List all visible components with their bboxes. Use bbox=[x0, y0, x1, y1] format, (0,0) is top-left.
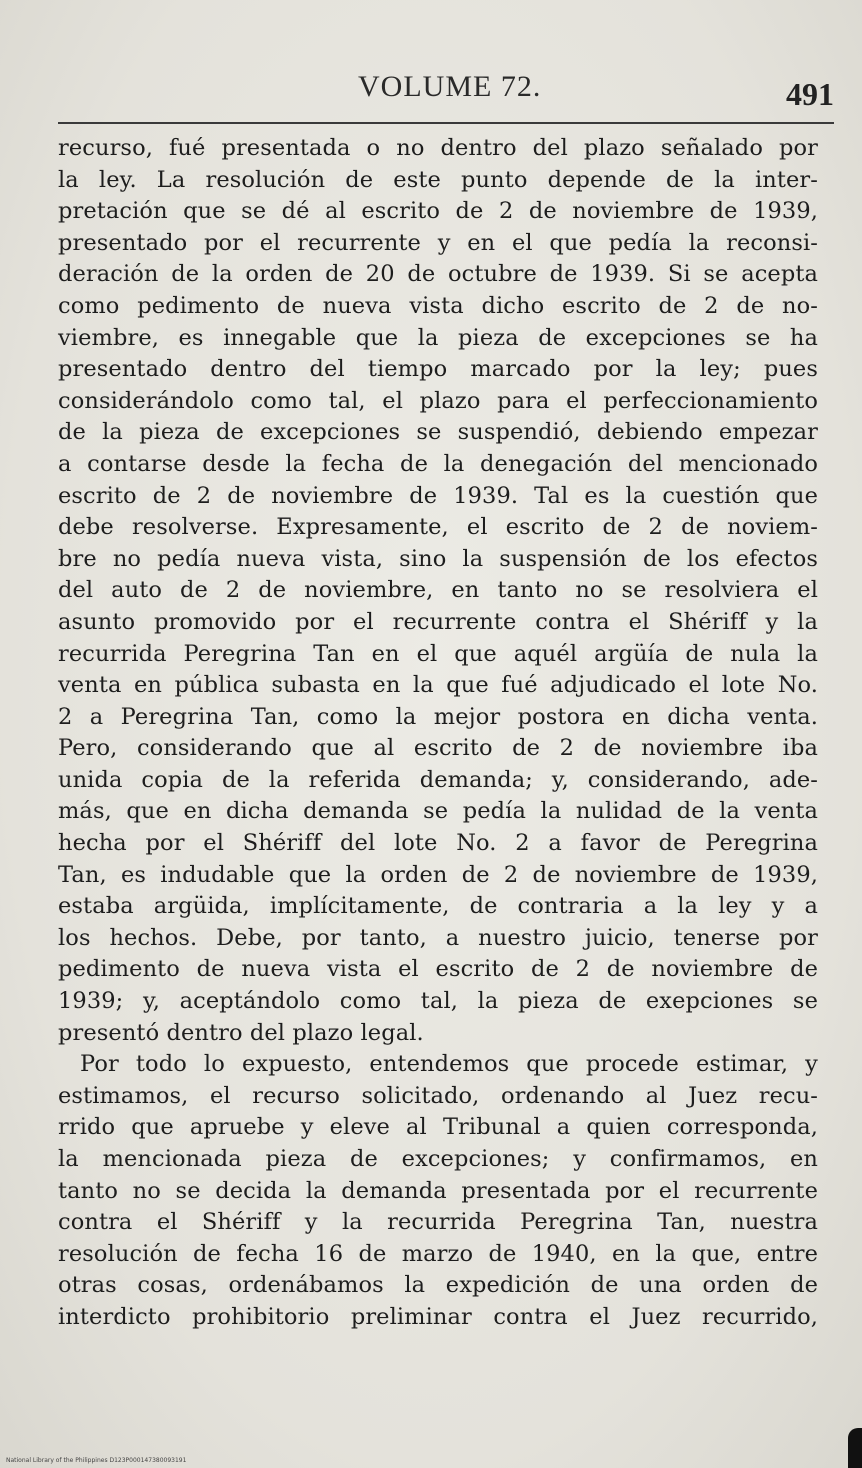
header-rule bbox=[58, 122, 834, 124]
text-line: venta en pública subasta en la que fué adjudicado el lote No. bbox=[58, 672, 818, 699]
text-line: recurso, fué presentada o no dentro del plazo señalado por bbox=[58, 135, 818, 161]
text-line: asunto promovido por el recurrente contra el Shériff y la bbox=[58, 608, 818, 635]
text-line: interdicto prohibitorio preliminar contra el Juez recurrido, bbox=[58, 1303, 818, 1330]
text-line: estimamos, el recurso solicitado, ordenando al Juez recu- bbox=[58, 1082, 818, 1109]
text-line: la mencionada pieza de excepciones; y confirmamos, en bbox=[58, 1146, 818, 1172]
text-line: 2 a Peregrina Tan, como la mejor postora en dicha venta. bbox=[58, 703, 818, 730]
text-line: unida copia de la referida demanda; y, considerando, ade- bbox=[58, 766, 818, 793]
text-line: contra el Shériff y la recurrida Peregrina Tan, nuestra bbox=[58, 1209, 818, 1236]
text-line: considerándolo como tal, el plazo para el perfeccionamiento bbox=[58, 387, 818, 414]
text-line: tanto no se decida la demanda presentada por el recurrente bbox=[58, 1177, 818, 1204]
text-line: como pedimento de nueva vista dicho escrito de 2 de no- bbox=[58, 292, 818, 319]
text-line: 1939; y, aceptándolo como tal, la pieza de exepciones se bbox=[58, 988, 818, 1015]
text-line: presentado por el recurrente y en el que pedía la reconsi- bbox=[58, 229, 818, 256]
paragraph-end-line: presentó dentro del plazo legal. bbox=[58, 1019, 424, 1046]
text-line: de la pieza de excepciones se suspendió, debiendo empezar bbox=[58, 419, 818, 446]
text-line: más, que en dicha demanda se pedía la nulidad de la venta bbox=[58, 798, 818, 825]
text-line: a contarse desde la fecha de la denegación del mencionado bbox=[58, 450, 818, 477]
text-line: bre no pedía nueva vista, sino la suspensión de los efectos bbox=[58, 545, 818, 572]
text-line: otras cosas, ordenábamos la expedición de una orden de bbox=[58, 1272, 818, 1299]
text-line: presentado dentro del tiempo marcado por la ley; pues bbox=[58, 356, 818, 383]
body-text bbox=[58, 133, 818, 1334]
page-header bbox=[58, 60, 834, 120]
text-line: los hechos. Debe, por tanto, a nuestro juicio, tenerse por bbox=[58, 924, 818, 951]
text-line: hecha por el Shériff del lote No. 2 a favor de Peregrina bbox=[58, 830, 818, 857]
text-line: pretación que se dé al escrito de 2 de noviembre de 1939, bbox=[58, 198, 818, 225]
page-edge-shadow bbox=[848, 1428, 862, 1468]
text-line: resolución de fecha 16 de marzo de 1940, en la que, entre bbox=[58, 1240, 818, 1267]
text-line: pedimento de nueva vista el escrito de 2 de noviembre de bbox=[58, 956, 818, 983]
text-line: viembre, es innegable que la pieza de excepciones se ha bbox=[58, 324, 818, 351]
text-line: rrido que apruebe y eleve al Tribunal a quien corresponda, bbox=[58, 1114, 818, 1141]
text-line: escrito de 2 de noviembre de 1939. Tal es la cuestión que bbox=[58, 482, 818, 509]
text-line: la ley. La resolución de este punto depende de la inter- bbox=[58, 166, 818, 193]
text-line: estaba argüida, implícitamente, de contraria a la ley y a bbox=[58, 893, 818, 920]
page-number: 491 bbox=[786, 76, 834, 112]
scan-stamp: National Library of the Philippines D123P000147380093191 bbox=[6, 1457, 187, 1464]
text-line: del auto de 2 de noviembre, en tanto no se resolviera el bbox=[58, 577, 818, 604]
paragraph-start-line: Por todo lo expuesto, entendemos que procede estimar, y bbox=[80, 1051, 818, 1078]
text-line: recurrida Peregrina Tan en el que aquél argüía de nula la bbox=[58, 640, 818, 667]
text-line: Pero, considerando que al escrito de 2 de noviembre iba bbox=[58, 735, 818, 762]
running-title: VOLUME 72. bbox=[358, 70, 542, 103]
text-line: Tan, es indudable que la orden de 2 de noviembre de 1939, bbox=[58, 861, 818, 888]
text-line: deración de la orden de 20 de octubre de 1939. Si se acepta bbox=[58, 261, 818, 288]
text-line: debe resolverse. Expresamente, el escrito de 2 de noviem- bbox=[58, 514, 818, 541]
